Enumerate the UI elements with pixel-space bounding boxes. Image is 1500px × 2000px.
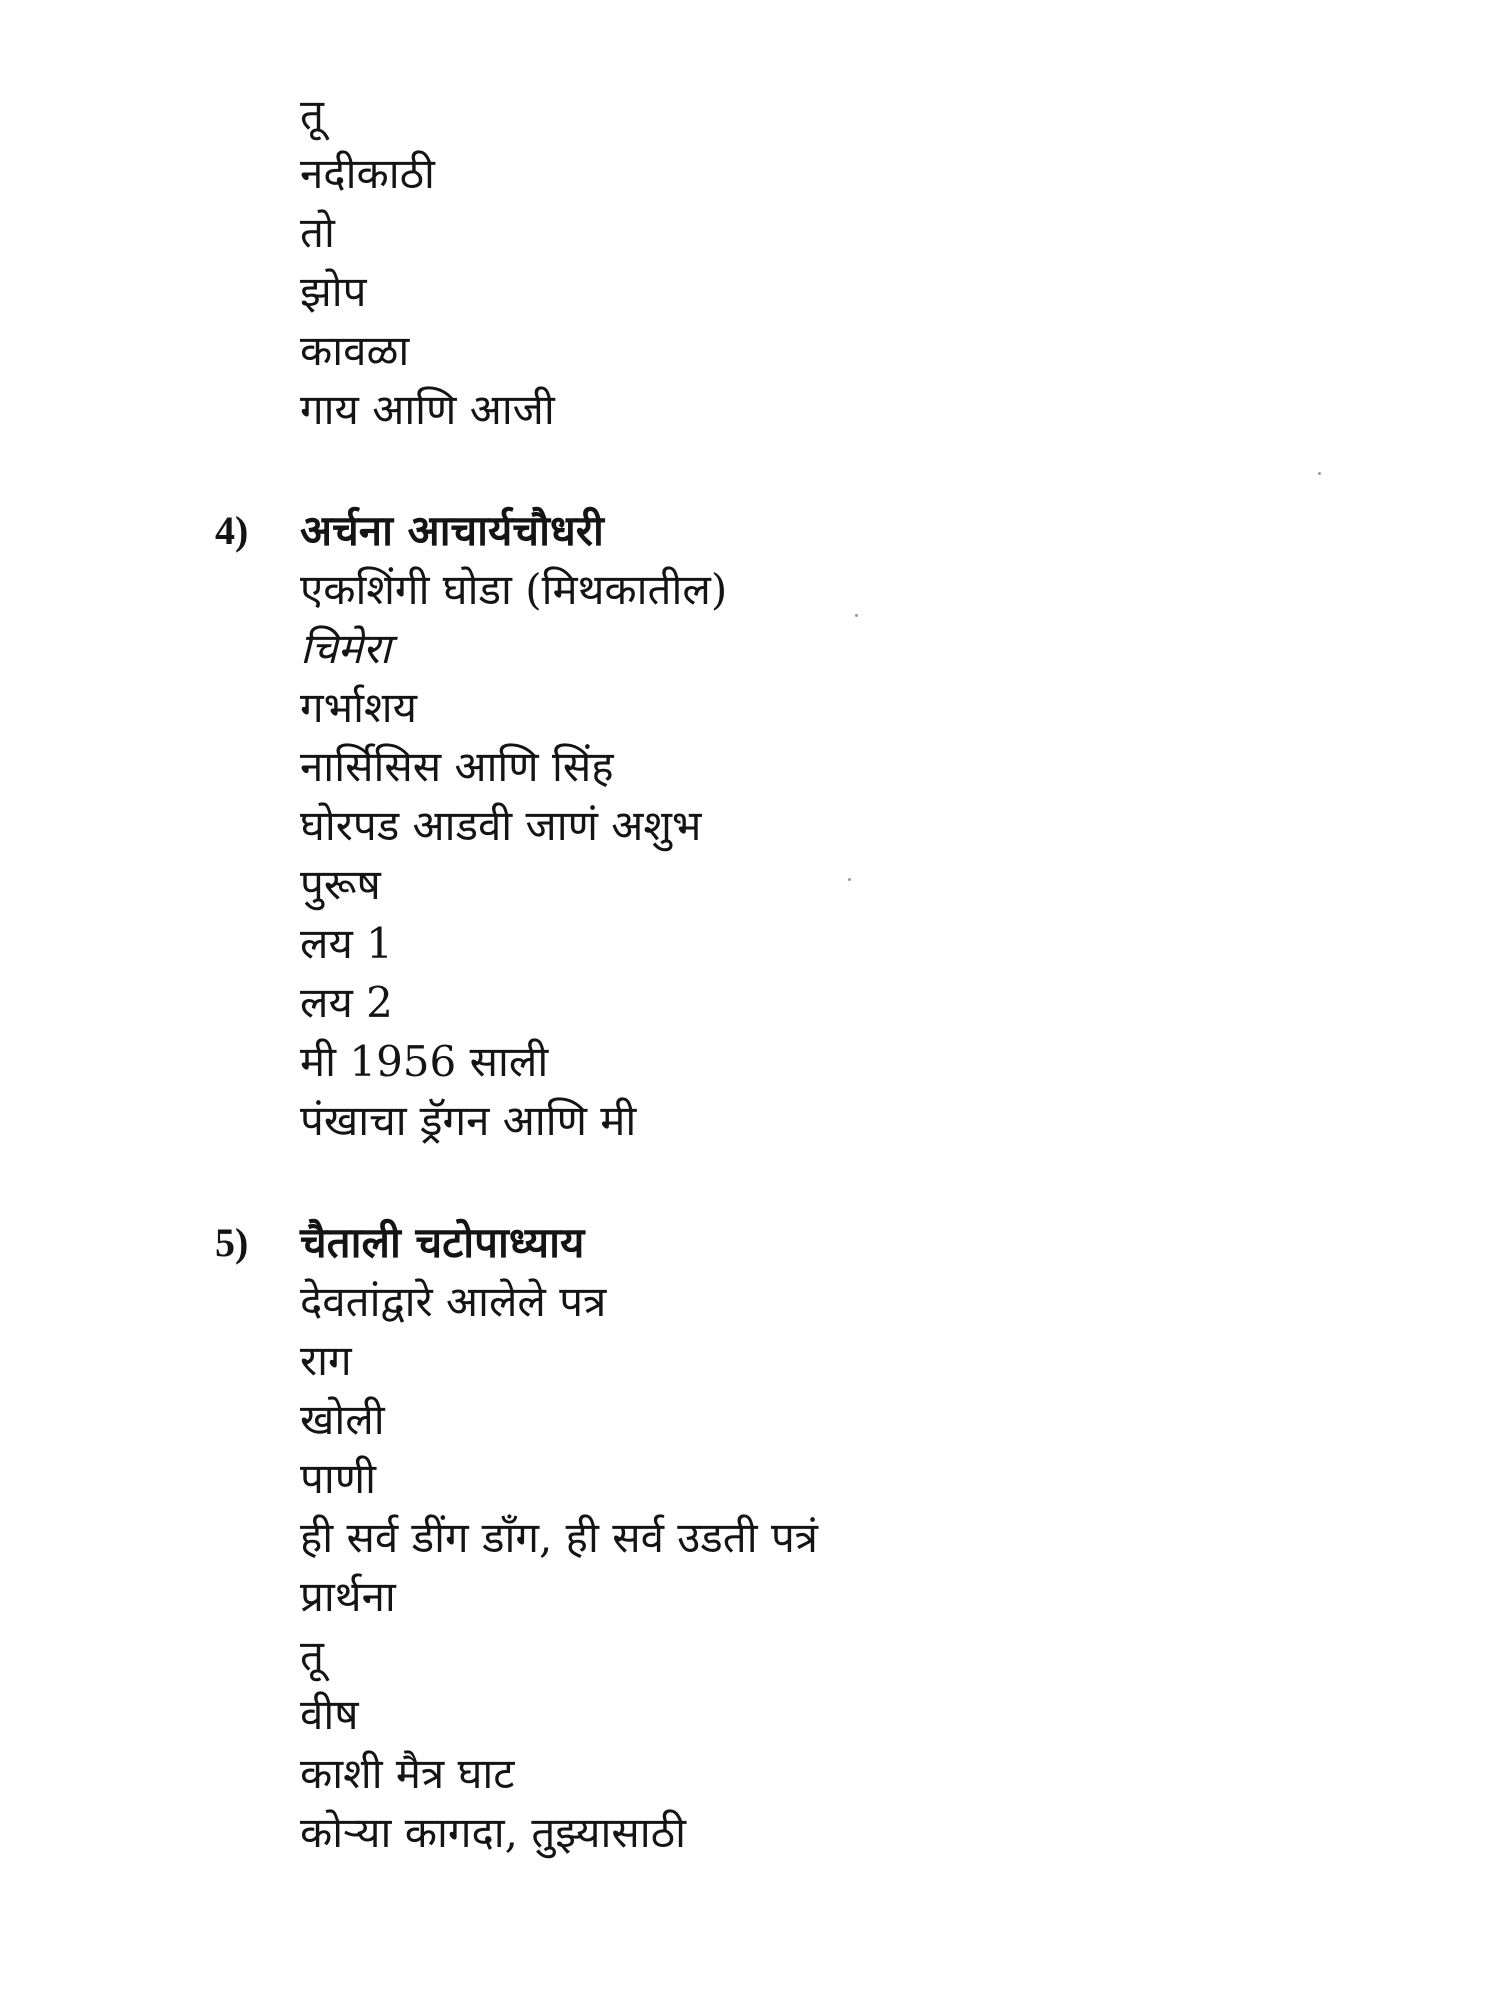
poem-title: झोप — [300, 267, 367, 316]
scan-speck — [1318, 472, 1321, 475]
poem-title: लय 1 — [300, 919, 393, 968]
poem-title: गाय आणि आजी — [300, 385, 555, 434]
poem-title: वीष — [300, 1690, 359, 1739]
poem-title: एकशिंगी घोडा (मिथकातील) — [300, 565, 728, 614]
poem-title: खोली — [300, 1395, 385, 1444]
poem-title: नदीकाठी — [300, 149, 435, 198]
poet-name-heading: अर्चना आचार्यचौधरी — [300, 506, 604, 555]
poem-title: देवतांद्वारे आलेले पत्र — [300, 1277, 607, 1326]
poem-title: गर्भाशय — [300, 683, 417, 732]
poem-title: तू — [300, 1631, 324, 1680]
poem-title: नार्सिसिस आणि सिंह — [300, 742, 614, 791]
poem-title: पंखाचा ड्रॅगन आणि मी — [300, 1096, 637, 1145]
poem-title: मी 1956 साली — [300, 1037, 549, 1086]
poem-title: राग — [300, 1336, 352, 1385]
scan-speck — [848, 878, 851, 881]
poem-title: काशी मैत्र घाट — [300, 1749, 515, 1798]
poem-title: पुरूष — [300, 860, 381, 909]
poem-title: तो — [300, 208, 335, 257]
poet-name-heading: चैताली चटोपाध्याय — [300, 1218, 585, 1267]
poem-title: चिमेरा — [300, 624, 391, 673]
poem-title: पाणी — [300, 1454, 376, 1503]
poem-title: लय 2 — [300, 978, 393, 1027]
poem-title: प्रार्थना — [300, 1572, 396, 1621]
poem-title: तू — [300, 90, 324, 139]
poem-title: कावळा — [300, 326, 410, 375]
poem-title: ही सर्व डींग डाँग, ही सर्व उडती पत्रं — [300, 1513, 818, 1562]
poem-title: कोऱ्या कागदा, तुझ्यासाठी — [300, 1808, 686, 1857]
section-number: 5) — [215, 1220, 249, 1265]
scan-speck — [855, 614, 858, 617]
poem-title: घोरपड आडवी जाणं अशुभ — [300, 801, 702, 850]
section-number: 4) — [215, 508, 249, 553]
